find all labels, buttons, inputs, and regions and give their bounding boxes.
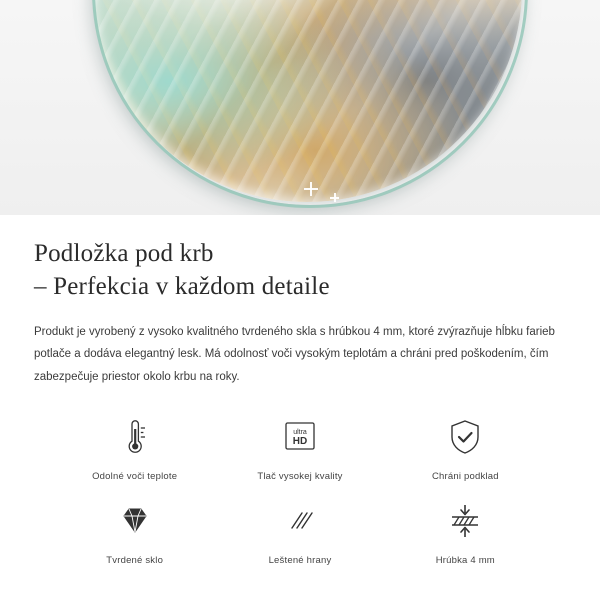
hero-image [0,0,600,215]
polished-edges-icon [273,496,327,546]
feature-item-surface-protection [383,412,548,482]
feature-label: Leštené hrany [268,555,332,567]
thermometer-icon [108,412,162,462]
feature-item-polished-edges [217,496,382,566]
feature-item-print-quality [217,412,382,482]
svg-text:ultra: ultra [293,429,307,437]
svg-text:HD: HD [292,436,308,448]
thickness-icon [438,496,492,546]
shield-check-icon [438,412,492,462]
feature-label: Tvrdené sklo [106,555,164,567]
feature-item-temperature [52,412,217,482]
ultra-hd-icon [273,412,327,462]
feature-label: Tlač vysokej kvality [257,471,343,483]
description-paragraph: Produkt je vyrobený z vysoko kvalitného tvrdeného skla s hrúbkou 4 mm, ktoré zvýrazňuje hĺbku farieb potlače a dodáva elegantný lesk. Má odolnosť voči vysokým teplotám a chráni pred poškodením, čím zabezpečuje priestor okolo krbu na roky. [34,326,555,383]
feature-label: Chráni podklad [431,471,499,483]
headline-line-1: Podložka pod krb [34,240,214,267]
feature-grid [34,412,566,566]
page-title [34,237,566,303]
feature-item-thickness [383,496,548,566]
diamond-icon [108,496,162,546]
feature-label: Odolné voči teplote [92,471,178,483]
headline-line-2: – Perfekcia v každom detaile [34,273,330,300]
feature-label: Hrúbka 4 mm [435,555,495,567]
content-block [0,215,600,566]
feature-item-tempered-glass [52,496,217,566]
